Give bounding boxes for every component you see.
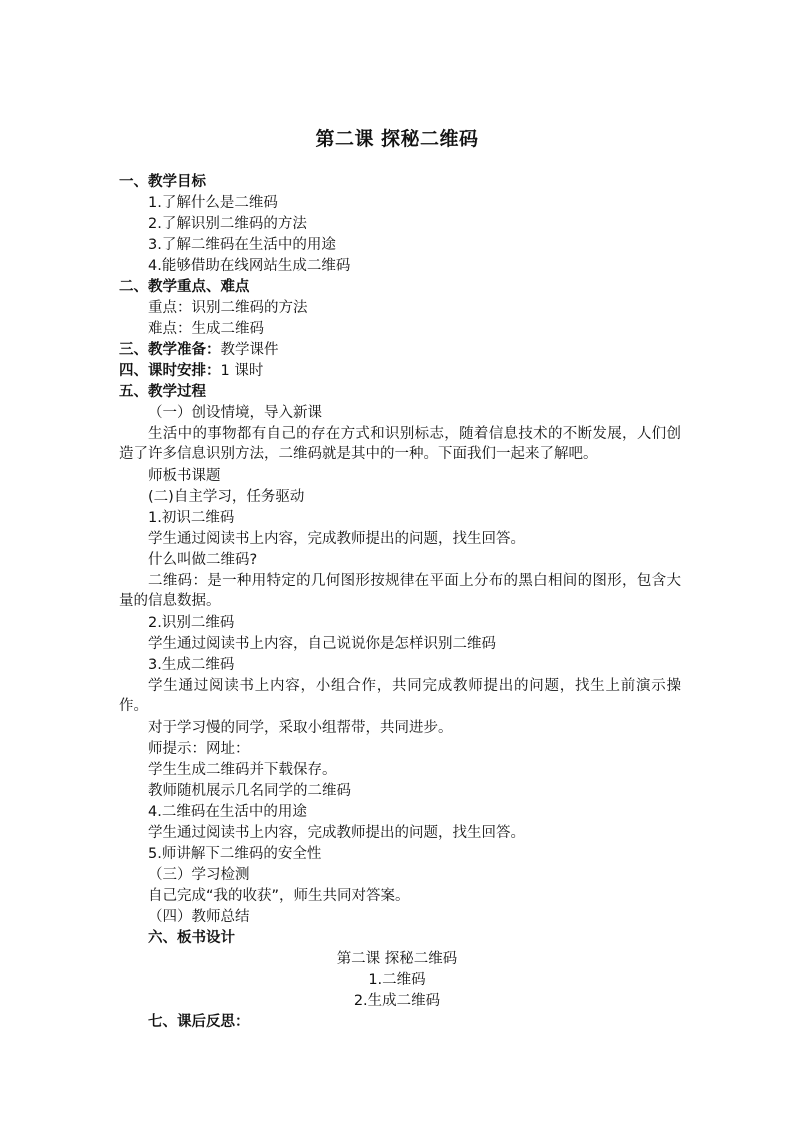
process-line: 学生通过阅读书上内容，自己说说你是怎样识别二维码 (148, 636, 496, 652)
time-label: 四、课时安排： (119, 363, 221, 379)
section-heading-goals: 一、教学目标 (119, 174, 206, 190)
process-line: 1.初识二维码 (148, 510, 235, 526)
goal-item: 1.了解什么是二维码 (148, 195, 278, 211)
process-line: 2.识别二维码 (148, 615, 235, 631)
goal-item: 3.了解二维码在生活中的用途 (148, 237, 336, 253)
section-heading-key: 二、教学重点、难点 (119, 279, 250, 295)
time-line (119, 361, 263, 381)
board-line: 2.生成二维码 (353, 993, 441, 1009)
process-line: 3.生成二维码 (148, 657, 235, 673)
board-line: 第二课 探秘二维码 (336, 951, 458, 967)
process-line: 学生通过阅读书上内容，完成教师提出的问题，找生回答。 (148, 825, 525, 841)
process-line: 5.师讲解下二维码的安全性 (148, 846, 322, 862)
board-line: 1.二维码 (368, 972, 426, 988)
goal-item: 4.能够借助在线网站生成二维码 (148, 258, 351, 274)
process-line: 师板书课题 (148, 468, 221, 484)
time-value: 1 课时 (220, 363, 264, 379)
process-line: 对于学习慢的同学，采取小组帮带，共同进步。 (148, 720, 453, 736)
process-line: 学生通过阅读书上内容，完成教师提出的问题，找生回答。 (148, 531, 525, 547)
prep-line (119, 340, 279, 360)
page-title: 第二课 探秘二维码 (315, 128, 479, 150)
process-paragraph: 生活中的事物都有自己的存在方式和识别标志，随着信息技术的不断发展，人们创造了许多信息识别方法，二维码就是其中的一种。下面我们一起来了解吧。 (119, 426, 681, 462)
process-line: （一）创设情境，导入新课 (148, 405, 322, 421)
section-heading-board: 六、板书设计 (148, 930, 235, 946)
process-paragraph: 学生通过阅读书上内容，小组合作，共同完成教师提出的问题，找生上前演示操作。 (119, 678, 681, 714)
process-line: 4.二维码在生活中的用途 (148, 804, 307, 820)
process-line: 师提示：网址： (148, 741, 250, 757)
difficulty-point: 难点：生成二维码 (148, 321, 264, 337)
process-line: 学生生成二维码并下载保存。 (148, 762, 337, 778)
process-line: 自己完成“我的收获”，师生共同对答案。 (148, 888, 410, 904)
process-line: （三）学习检测 (148, 867, 250, 883)
goal-item: 2.了解识别二维码的方法 (148, 216, 307, 232)
key-point: 重点：识别二维码的方法 (148, 300, 308, 316)
section-heading-reflection: 七、课后反思： (148, 1014, 250, 1030)
section-heading-process: 五、教学过程 (119, 384, 206, 400)
process-line: (二)自主学习，任务驱动 (148, 489, 305, 505)
process-paragraph: 二维码：是一种用特定的几何图形按规律在平面上分布的黑白相间的图形，包含大量的信息数据。 (119, 573, 681, 609)
process-line: （四）教师总结 (148, 909, 250, 925)
process-line: 教师随机展示几名同学的二维码 (148, 783, 351, 799)
prep-label: 三、教学准备： (119, 342, 221, 358)
process-line: 什么叫做二维码? (148, 552, 258, 568)
prep-value: 教学课件 (220, 342, 279, 358)
